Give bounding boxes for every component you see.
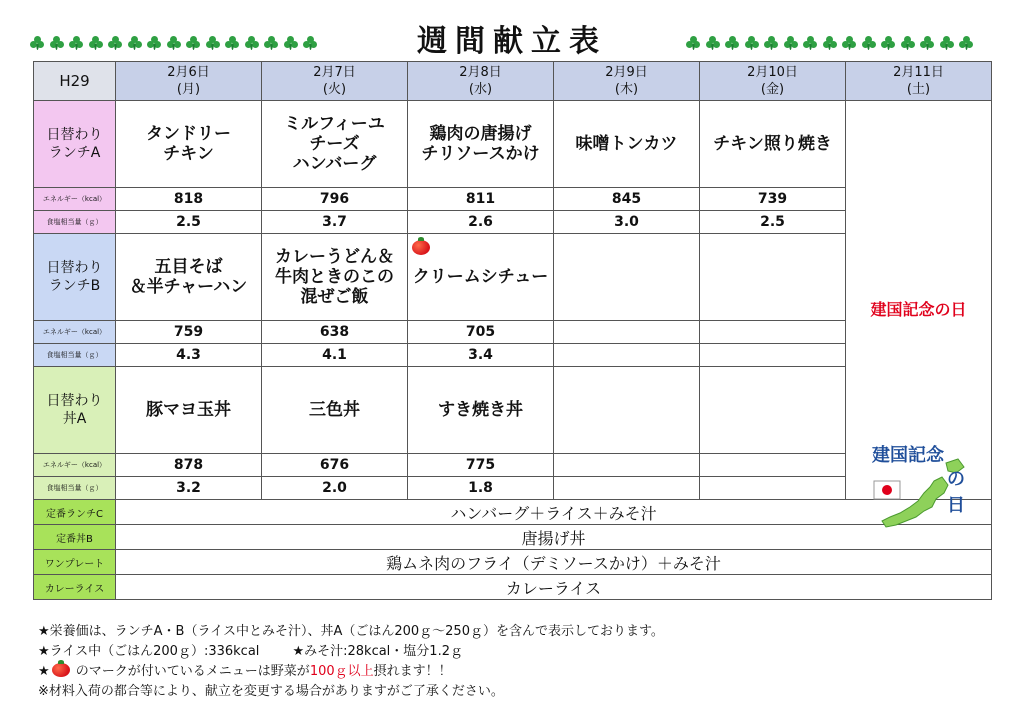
clover-icon xyxy=(745,36,759,50)
energy-value: 705 xyxy=(408,321,554,344)
dish-name: 豚マヨ玉丼 xyxy=(146,400,231,420)
dish-cell xyxy=(700,367,846,454)
salt-value xyxy=(554,477,700,500)
dish-cell xyxy=(262,234,408,321)
energy-value xyxy=(700,321,846,344)
clover-border-right xyxy=(686,34,986,54)
energy-value xyxy=(554,321,700,344)
salt-value: 3.7 xyxy=(262,211,408,234)
day-weekday: (木) xyxy=(614,82,639,97)
salt-value xyxy=(700,477,846,500)
energy-label: エネルギー（kcal） xyxy=(34,321,116,344)
salt-value: 3.2 xyxy=(116,477,262,500)
day-weekday: (金) xyxy=(760,82,785,97)
energy-label: エネルギー（kcal） xyxy=(34,188,116,211)
clover-icon xyxy=(803,36,817,50)
holiday-label: 建国記念の日 xyxy=(870,300,967,319)
page-title: 週間献立表 xyxy=(417,24,607,59)
day-date: 2月6日 xyxy=(167,65,210,80)
category-label-line: 日替わり xyxy=(46,127,103,143)
note-line xyxy=(38,642,998,662)
fixed-menu-value: ハンバーグ＋ライス＋みそ汁 xyxy=(116,500,992,525)
dish-name: 鶏肉の唐揚げ チリソースかけ xyxy=(421,124,540,164)
fixed-menu-label: ワンプレート xyxy=(34,550,116,575)
salt-value: 2.5 xyxy=(116,211,262,234)
fixed-menu-row xyxy=(34,575,992,600)
notes-section xyxy=(38,622,998,702)
energy-value: 878 xyxy=(116,454,262,477)
salt-value: 3.4 xyxy=(408,344,554,367)
category-label-line: 日替わり xyxy=(46,260,103,276)
menu-table xyxy=(33,61,992,600)
day-date: 2月7日 xyxy=(313,65,356,80)
salt-value: 4.1 xyxy=(262,344,408,367)
day-header xyxy=(846,62,992,101)
energy-value: 638 xyxy=(262,321,408,344)
dish-name: ミルフィーユ チーズ ハンバーグ xyxy=(284,114,385,174)
dish-cell xyxy=(408,367,554,454)
day-header xyxy=(408,62,554,101)
note-vegetable-amount: 100ｇ以上 xyxy=(309,664,374,679)
salt-value: 2.6 xyxy=(408,211,554,234)
dish-name: すき焼き丼 xyxy=(438,400,523,420)
year-label: H29 xyxy=(34,62,116,101)
dish-cell xyxy=(116,101,262,188)
page-header xyxy=(0,0,1024,60)
fixed-menu-label: 定番丼B xyxy=(34,525,116,550)
clover-icon xyxy=(842,36,856,50)
note-line xyxy=(38,662,998,682)
holiday-illustration xyxy=(872,441,972,531)
note-miso: ★みそ汁:28kcal・塩分1.2ｇ xyxy=(292,644,463,659)
dish-name: 三色丼 xyxy=(309,400,360,420)
dish-name: チキン照り焼き xyxy=(713,134,832,154)
salt-value xyxy=(554,344,700,367)
day-header xyxy=(700,62,846,101)
dish-name: タンドリー チキン xyxy=(146,124,231,164)
day-date: 2月10日 xyxy=(747,65,798,80)
energy-value: 739 xyxy=(700,188,846,211)
clover-icon xyxy=(784,36,798,50)
lunch-a-label xyxy=(34,101,116,188)
salt-value: 3.0 xyxy=(554,211,700,234)
dish-cell xyxy=(700,234,846,321)
holiday-illustration-subtitle: の日 xyxy=(947,469,965,516)
category-label-line: ランチB xyxy=(48,278,101,294)
salt-label: 食塩相当量（ｇ） xyxy=(34,344,116,367)
dish-cell xyxy=(700,101,846,188)
salt-label: 食塩相当量（ｇ） xyxy=(34,211,116,234)
salt-label: 食塩相当量（ｇ） xyxy=(34,477,116,500)
energy-value: 775 xyxy=(408,454,554,477)
dish-cell xyxy=(554,234,700,321)
clover-icon xyxy=(920,36,934,50)
category-label-line: ランチA xyxy=(48,145,101,161)
note-line: ★栄養価は、ランチA・B（ライス中とみそ汁）、丼A（ごはん200ｇ～250ｇ）を含んで表示しております。 xyxy=(38,624,664,639)
salt-value: 4.3 xyxy=(116,344,262,367)
salt-value: 2.5 xyxy=(700,211,846,234)
lunch-b-label xyxy=(34,234,116,321)
dish-cell xyxy=(116,234,262,321)
date-header-row xyxy=(34,62,992,101)
tomato-icon xyxy=(410,236,432,256)
note-vegetable-text: のマークが付いているメニューは野菜が xyxy=(75,664,310,679)
fixed-menu-label: 定番ランチC xyxy=(34,500,116,525)
dish-name: カレーうどん＆ 牛肉ときのこの 混ぜご飯 xyxy=(275,247,394,307)
day-header xyxy=(262,62,408,101)
day-header xyxy=(554,62,700,101)
fixed-menu-value: 鶏ムネ肉のフライ（デミソースかけ）＋みそ汁 xyxy=(116,550,992,575)
note-vegetable-end: 摂れます！！ xyxy=(373,664,452,679)
day-weekday: (土) xyxy=(906,82,931,97)
lunch-a-dish-row xyxy=(34,101,992,188)
clover-icon xyxy=(940,36,954,50)
don-a-label xyxy=(34,367,116,454)
day-header xyxy=(116,62,262,101)
note-rice: ★ライス中（ごはん200ｇ）:336kcal xyxy=(38,644,260,659)
dish-name: クリームシチュー xyxy=(412,267,549,287)
note-line: ※材料入荷の都合等により、献立を変更する場合がありますがご了承ください。 xyxy=(38,684,504,699)
fixed-menu-label: カレーライス xyxy=(34,575,116,600)
salt-value: 1.8 xyxy=(408,477,554,500)
energy-value: 811 xyxy=(408,188,554,211)
clover-icon xyxy=(959,36,973,50)
tomato-icon xyxy=(50,663,72,677)
dish-cell xyxy=(554,367,700,454)
energy-value: 818 xyxy=(116,188,262,211)
dish-cell xyxy=(262,367,408,454)
clover-icon xyxy=(686,36,700,50)
clover-icon xyxy=(881,36,895,50)
holiday-illustration-title: 建国記念 xyxy=(872,445,944,466)
day-weekday: (火) xyxy=(322,82,347,97)
fixed-menu-row xyxy=(34,550,992,575)
day-date: 2月11日 xyxy=(893,65,944,80)
energy-value: 796 xyxy=(262,188,408,211)
clover-icon xyxy=(764,36,778,50)
holiday-cell xyxy=(846,101,992,516)
day-weekday: (水) xyxy=(468,82,493,97)
note-star: ★ xyxy=(38,664,50,679)
salt-value: 2.0 xyxy=(262,477,408,500)
dish-cell xyxy=(116,367,262,454)
fixed-menu-value: 唐揚げ丼 xyxy=(116,525,992,550)
salt-value xyxy=(700,344,846,367)
dish-name: 味噌トンカツ xyxy=(575,134,678,154)
category-label-line: 丼A xyxy=(62,411,87,427)
dish-cell xyxy=(408,101,554,188)
energy-value xyxy=(700,454,846,477)
clover-icon xyxy=(706,36,720,50)
energy-value xyxy=(554,454,700,477)
energy-label: エネルギー（kcal） xyxy=(34,454,116,477)
clover-icon xyxy=(823,36,837,50)
dish-name: 五目そば ＆半チャーハン xyxy=(129,257,248,297)
dish-cell xyxy=(262,101,408,188)
clover-icon xyxy=(725,36,739,50)
energy-value: 759 xyxy=(116,321,262,344)
fixed-menu-value: カレーライス xyxy=(116,575,992,600)
clover-icon xyxy=(862,36,876,50)
category-label-line: 日替わり xyxy=(46,393,103,409)
day-date: 2月8日 xyxy=(459,65,502,80)
day-date: 2月9日 xyxy=(605,65,648,80)
dish-cell xyxy=(408,234,554,321)
dish-cell xyxy=(554,101,700,188)
clover-icon xyxy=(901,36,915,50)
energy-value: 845 xyxy=(554,188,700,211)
energy-value: 676 xyxy=(262,454,408,477)
fixed-menu-row xyxy=(34,525,992,550)
fixed-menu-row xyxy=(34,500,992,525)
day-weekday: (月) xyxy=(176,82,201,97)
